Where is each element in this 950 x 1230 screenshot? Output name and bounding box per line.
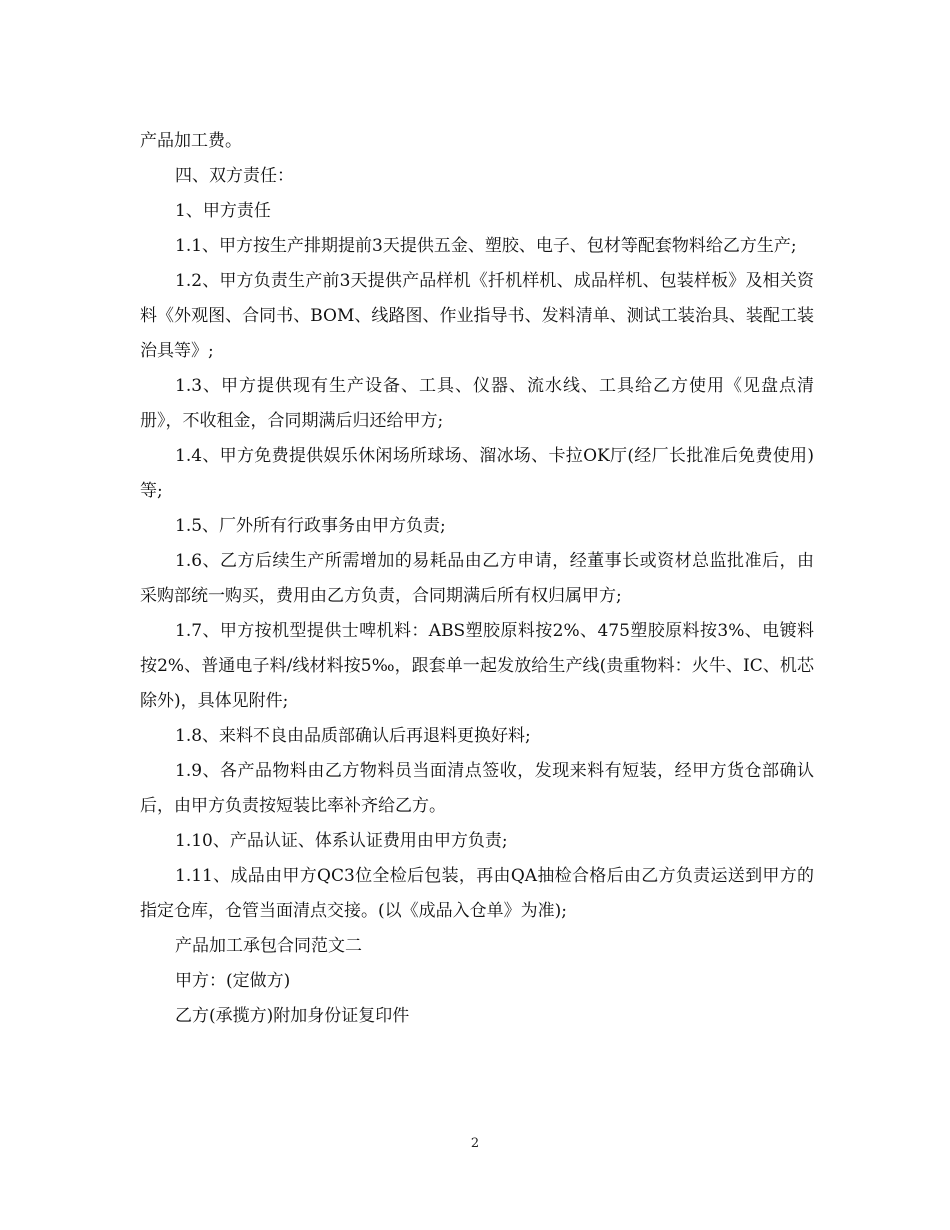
- contract-title: 产品加工承包合同范文二: [175, 936, 362, 956]
- clause-1-11: 1.11、成品由甲方QC3位全检后包装，再由QA抽检合格后由乙方负责运送到甲方的指定仓库，仓管当面清点交接。(以《成品入仓单》为准);: [140, 866, 814, 921]
- clause-1-10: 1.10、产品认证、体系认证费用由甲方负责;: [175, 831, 508, 851]
- clause-1-7: 1.7、甲方按机型提供士啤机料：ABS塑胶原料按2%、475塑胶原料按3%、电镀料按2%、普通电子料/线材料按5‰，跟套单一起发放给生产线(贵重物料：火牛、IC、机芯除外)，具体见附件;: [140, 621, 814, 711]
- clause-1-8: 1.8、来料不良由品质部确认后再退料更换好料;: [175, 726, 531, 746]
- subsection-heading: 1、甲方责任: [175, 201, 271, 221]
- clause-1-6: 1.6、乙方后续生产所需增加的易耗品由乙方申请，经董事长或资材总监批准后，由采购部统一购买，费用由乙方负责，合同期满后所有权归属甲方;: [140, 551, 814, 606]
- page-number: 2: [470, 1136, 480, 1151]
- clause-1-1: 1.1、甲方按生产排期提前3天提供五金、塑胶、电子、包材等配套物料给乙方生产;: [175, 236, 797, 256]
- clause-1-3: 1.3、甲方提供现有生产设备、工具、仪器、流水线、工具给乙方使用《见盘点清册》，不收租金，合同期满后归还给甲方;: [140, 376, 814, 431]
- clause-1-5: 1.5、厂外所有行政事务由甲方负责;: [175, 516, 446, 536]
- section-heading: 四、双方责任：: [175, 166, 294, 186]
- party-b-line: 乙方(承揽方)附加身份证复印件: [175, 1006, 410, 1026]
- clause-1-9: 1.9、各产品物料由乙方物料员当面清点签收，发现来料有短装，经甲方货仓部确认后，由甲方负责按短装比率补齐给乙方。: [140, 761, 814, 816]
- paragraph: 产品加工费。: [140, 131, 242, 151]
- document-body: [140, 124, 814, 1034]
- party-a-line: 甲方：(定做方): [175, 971, 291, 991]
- clause-1-4: 1.4、甲方免费提供娱乐休闲场所球场、溜冰场、卡拉OK厅(经厂长批准后免费使用)等;: [140, 446, 814, 501]
- clause-1-2: 1.2、甲方负责生产前3天提供产品样机《扦机样机、成品样机、包装样板》及相关资料《外观图、合同书、BOM、线路图、作业指导书、发料清单、测试工装治具、装配工装治具等》;: [140, 271, 814, 361]
